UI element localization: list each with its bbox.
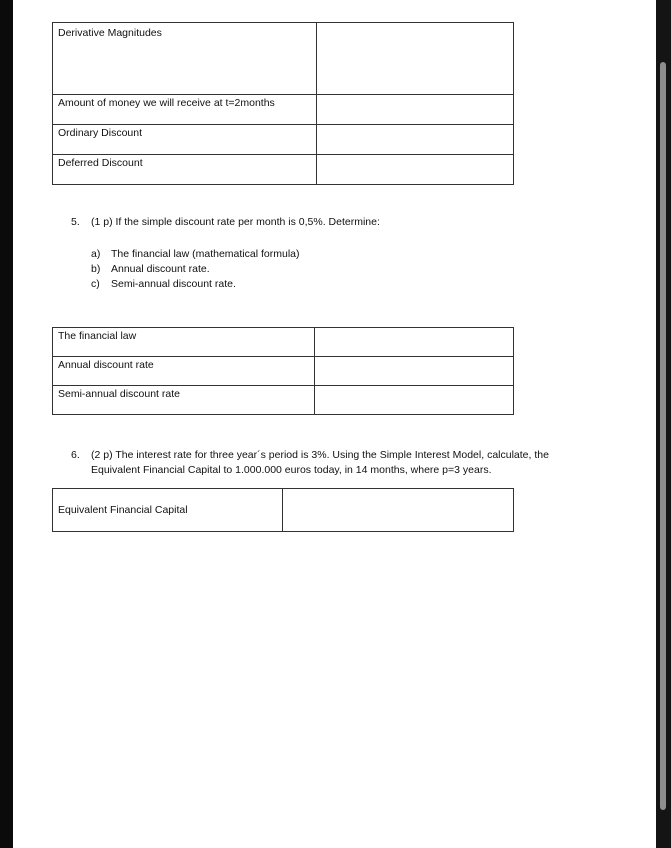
question-6 bbox=[71, 448, 591, 480]
document-page bbox=[13, 0, 656, 848]
answer-cell[interactable] bbox=[315, 357, 514, 386]
option-c bbox=[91, 277, 391, 293]
answer-cell[interactable] bbox=[317, 125, 514, 155]
row-label: Equivalent Financial Capital bbox=[53, 489, 283, 532]
answer-cell[interactable] bbox=[283, 489, 514, 532]
option-text: Semi-annual discount rate. bbox=[111, 278, 236, 290]
option-a bbox=[91, 247, 391, 263]
option-text: Annual discount rate. bbox=[111, 263, 210, 275]
question-number: 6. bbox=[71, 449, 80, 461]
row-label: Derivative Magnitudes bbox=[53, 23, 317, 95]
option-letter: a) bbox=[91, 248, 101, 260]
question-5 bbox=[71, 215, 591, 231]
row-label: Amount of money we will receive at t=2months bbox=[53, 95, 317, 125]
left-frame-border bbox=[0, 0, 13, 848]
row-label: The financial law bbox=[53, 328, 315, 357]
answer-cell[interactable] bbox=[317, 95, 514, 125]
answer-cell[interactable] bbox=[317, 23, 514, 95]
table-row bbox=[53, 357, 514, 386]
option-letter: b) bbox=[91, 263, 101, 275]
equivalent-capital-table bbox=[52, 488, 514, 532]
answer-cell[interactable] bbox=[317, 155, 514, 185]
answer-cell[interactable] bbox=[315, 386, 514, 415]
table-row bbox=[53, 95, 514, 125]
table-row bbox=[53, 125, 514, 155]
table-row bbox=[53, 489, 514, 532]
question-number: 5. bbox=[71, 216, 80, 228]
option-letter: c) bbox=[91, 278, 100, 290]
option-text: The financial law (mathematical formula) bbox=[111, 248, 300, 260]
question-text-line-2: Equivalent Financial Capital to 1.000.000 euros today, in 14 months, where p=3 years. bbox=[91, 464, 492, 476]
option-b bbox=[91, 262, 391, 278]
vertical-scrollbar[interactable] bbox=[660, 62, 666, 810]
question-text-line-1: (2 p) The interest rate for three year´s period is 3%. Using the Simple Interest Model, calculate, the bbox=[91, 449, 549, 461]
derivative-magnitudes-table bbox=[52, 22, 514, 185]
table-row bbox=[53, 386, 514, 415]
row-label: Deferred Discount bbox=[53, 155, 317, 185]
answer-cell[interactable] bbox=[315, 328, 514, 357]
row-label: Annual discount rate bbox=[53, 357, 315, 386]
row-label: Ordinary Discount bbox=[53, 125, 317, 155]
discount-rates-table bbox=[52, 327, 514, 415]
question-text: (1 p) If the simple discount rate per month is 0,5%. Determine: bbox=[91, 216, 380, 228]
table-row bbox=[53, 155, 514, 185]
table-row bbox=[53, 23, 514, 95]
table-row bbox=[53, 328, 514, 357]
row-label: Semi-annual discount rate bbox=[53, 386, 315, 415]
